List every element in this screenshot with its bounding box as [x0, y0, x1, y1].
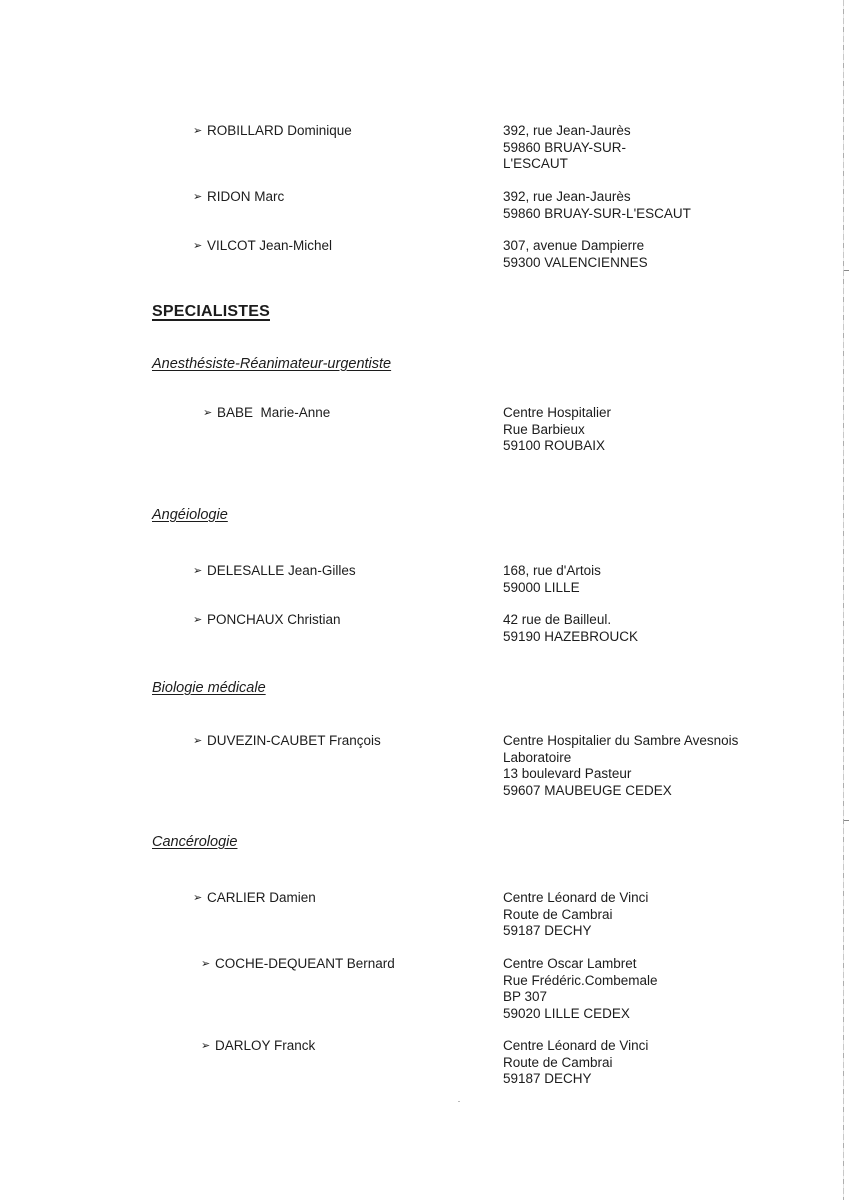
- person-name: ➢ PONCHAUX Christian: [193, 612, 341, 627]
- address-block: Centre Léonard de Vinci Route de Cambrai 59187 DECHY: [503, 1038, 649, 1086]
- scan-speck: [458, 1101, 460, 1102]
- person-name: ➢ CARLIER Damien: [193, 890, 316, 905]
- person-name: ➢ VILCOT Jean-Michel: [193, 238, 333, 253]
- section-title: Anesthésiste-Réanimateur-urgentiste: [152, 356, 392, 372]
- section-title: Biologie médicale: [152, 680, 266, 696]
- address-block: 392, rue Jean-Jaurès 59860 BRUAY-SUR-L'ESCAUT: [503, 189, 691, 221]
- arrow-bullet-icon: ➢: [203, 407, 213, 419]
- person-name: ➢ BABE Marie-Anne: [203, 405, 331, 420]
- person-name: ➢ ROBILLARD Dominique: [193, 123, 352, 138]
- arrow-bullet-icon: ➢: [201, 1040, 211, 1052]
- scan-edge: [843, 0, 844, 1200]
- scan-tick: [844, 820, 849, 821]
- section-title: Angéiologie: [152, 507, 228, 523]
- address-block: 392, rue Jean-Jaurès 59860 BRUAY-SUR- L'ESCAUT: [503, 123, 631, 171]
- arrow-bullet-icon: ➢: [193, 191, 203, 203]
- person-name: ➢ COCHE-DEQUEANT Bernard: [201, 956, 395, 971]
- arrow-bullet-icon: ➢: [193, 125, 203, 137]
- arrow-bullet-icon: ➢: [193, 892, 203, 904]
- person-name: ➢ RIDON Marc: [193, 189, 285, 204]
- arrow-bullet-icon: ➢: [193, 240, 203, 252]
- page-heading: SPECIALISTES: [152, 303, 270, 320]
- address-block: 168, rue d'Artois 59000 LILLE: [503, 563, 601, 595]
- address-block: Centre Oscar Lambret Rue Frédéric.Combemale BP 307 59020 LILLE CEDEX: [503, 956, 658, 1021]
- person-name: ➢ DELESALLE Jean-Gilles: [193, 563, 356, 578]
- address-block: Centre Hospitalier du Sambre Avesnois Laboratoire 13 boulevard Pasteur 59607 MAUBEUGE CEDEX: [503, 733, 739, 798]
- scan-tick: [844, 270, 849, 271]
- person-name: ➢ DUVEZIN-CAUBET François: [193, 733, 381, 748]
- person-name: ➢ DARLOY Franck: [201, 1038, 316, 1053]
- section-title: Cancérologie: [152, 834, 238, 850]
- address-block: 307, avenue Dampierre 59300 VALENCIENNES: [503, 238, 648, 270]
- arrow-bullet-icon: ➢: [193, 565, 203, 577]
- address-block: Centre Hospitalier Rue Barbieux 59100 ROUBAIX: [503, 405, 612, 453]
- address-block: 42 rue de Bailleul. 59190 HAZEBROUCK: [503, 612, 639, 644]
- arrow-bullet-icon: ➢: [193, 735, 203, 747]
- arrow-bullet-icon: ➢: [193, 614, 203, 626]
- arrow-bullet-icon: ➢: [201, 958, 211, 970]
- address-block: Centre Léonard de Vinci Route de Cambrai 59187 DECHY: [503, 890, 649, 938]
